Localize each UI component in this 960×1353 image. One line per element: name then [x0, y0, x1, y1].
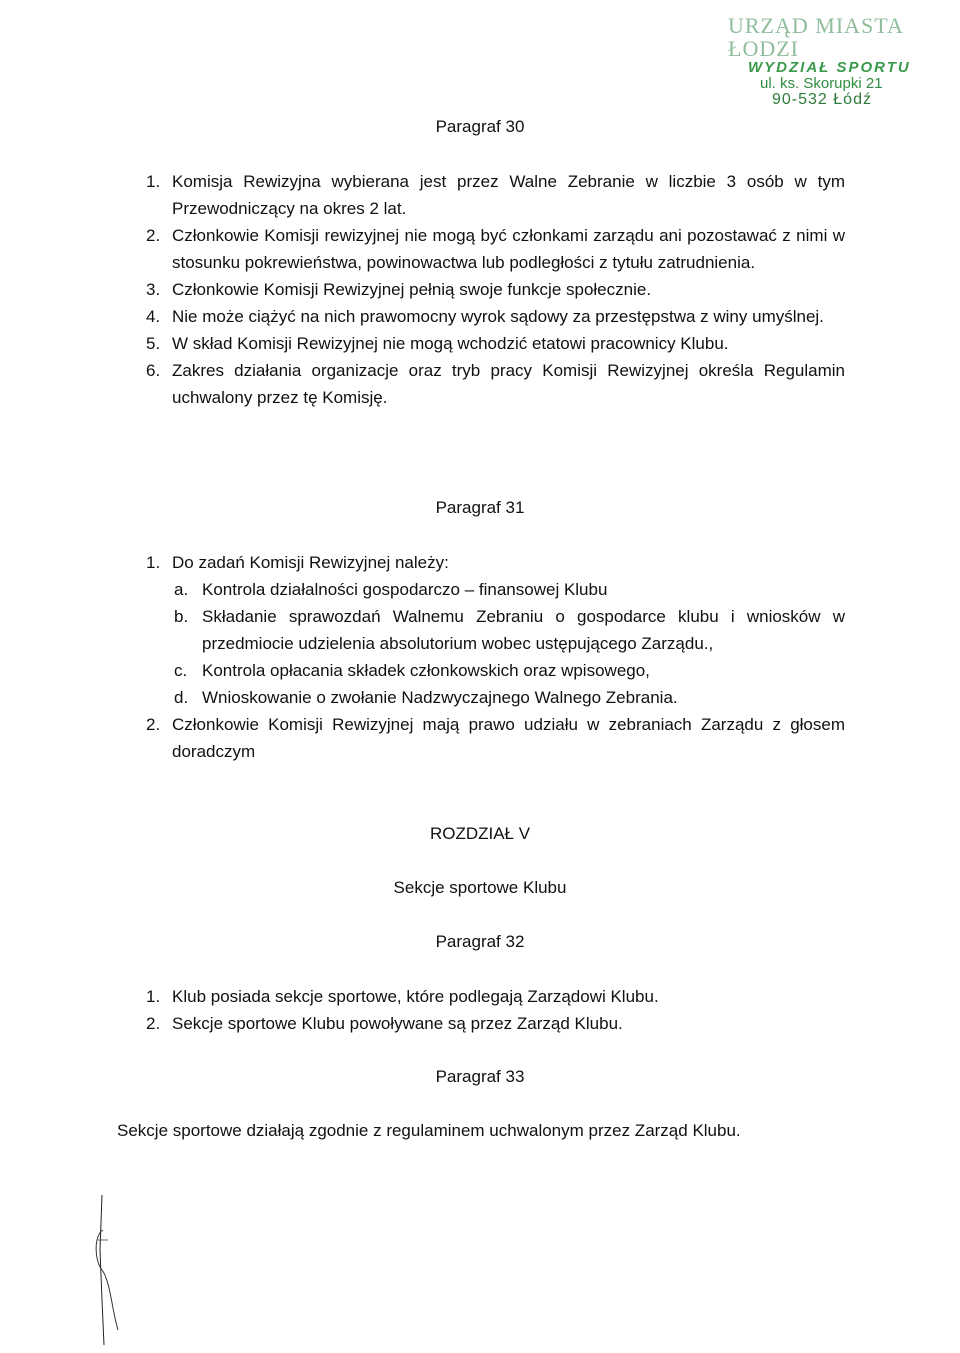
list-item [140, 357, 845, 411]
item-text: Wnioskowanie o zwołanie Nadzwyczajnego Walnego Zebrania. [202, 688, 678, 707]
chapter-title: Sekcje sportowe Klubu [393, 878, 567, 897]
item-text: Składanie sprawozdań Walnemu Zebraniu o gospodarce klubu i wniosków w przedmiocie udzielenia absolutorium wobec ustępującego Zarządu., [202, 607, 845, 653]
item-number: 1. [146, 172, 161, 191]
item-number: 1. [146, 987, 161, 1006]
paragraph-30-heading: Paragraf 30 [435, 117, 525, 136]
paragraph-30-list [140, 168, 845, 411]
item-number: 2. [146, 715, 161, 734]
paragraph-33-text: Sekcje sportowe działają zgodnie z regulaminem uchwalonym przez Zarząd Klubu. [117, 1121, 741, 1140]
list-item [140, 222, 845, 276]
item-number: 3. [146, 280, 161, 299]
paragraph-32-heading: Paragraf 32 [435, 932, 525, 951]
item-text: Nie może ciążyć na nich prawomocny wyrok sądowy za przestępstwa z winy umyślnej. [172, 307, 824, 326]
item-number: 2. [146, 226, 161, 245]
paragraph-31-list [140, 549, 845, 765]
list-item [140, 983, 845, 1010]
list-item [140, 303, 845, 330]
item-number: 1. [146, 553, 161, 572]
chapter-heading: ROZDZIAŁ V [429, 824, 531, 843]
office-stamp [700, 14, 940, 108]
list-item [140, 1010, 845, 1037]
item-letter: d. [174, 688, 189, 707]
list-item [140, 711, 845, 765]
stamp-line-street: ul. ks. Skorupki 21 [760, 74, 883, 92]
list-item [140, 276, 845, 303]
item-text: Sekcje sportowe Klubu powoływane są przez Zarząd Klubu. [172, 1014, 623, 1033]
item-number: 5. [146, 334, 161, 353]
item-number: 2. [146, 1014, 161, 1033]
item-text: W skład Komisji Rewizyjnej nie mogą wchodzić etatowi pracownicy Klubu. [172, 334, 729, 353]
item-text: Zakres działania organizacje oraz tryb pracy Komisji Rewizyjnej określa Regulamin uchwalony przez tę Komisję. [172, 361, 845, 407]
sub-list-item [140, 603, 845, 657]
item-number: 6. [146, 361, 161, 380]
stamp-line-department: WYDZIAŁ SPORTU [748, 59, 911, 77]
stamp-line-city: 90-532 Łódź [772, 90, 872, 108]
list-item [140, 168, 845, 222]
paragraph-32-list [140, 983, 845, 1037]
item-text: Członkowie Komisji rewizyjnej nie mogą być członkami zarządu ani pozostawać z nimi w stosunku pokrewieństwa, powinowactwa lub podległości z tytułu zatrudnienia. [172, 226, 845, 272]
list-item [140, 330, 845, 357]
item-text: Klub posiada sekcje sportowe, które podlegają Zarządowi Klubu. [172, 987, 659, 1006]
handwritten-signature [90, 1190, 130, 1350]
paragraph-31-heading: Paragraf 31 [435, 498, 525, 517]
item-letter: a. [174, 580, 189, 599]
item-number: 4. [146, 307, 161, 326]
list-item [140, 549, 845, 576]
sub-list-item [140, 684, 845, 711]
item-text: Komisja Rewizyjna wybierana jest przez Walne Zebranie w liczbie 3 osób w tym Przewodniczący na okres 2 lat. [172, 172, 845, 218]
item-text: Kontrola opłacania składek członkowskich oraz wpisowego, [202, 661, 650, 680]
item-text: Do zadań Komisji Rewizyjnej należy: [172, 553, 449, 572]
paragraph-33-heading: Paragraf 33 [435, 1067, 525, 1086]
sub-list-item [140, 657, 845, 684]
item-text: Członkowie Komisji Rewizyjnej mają prawo udziału w zebraniach Zarządu z głosem doradczym [172, 715, 845, 761]
item-text: Kontrola działalności gospodarczo – finansowej Klubu [202, 580, 608, 599]
item-text: Członkowie Komisji Rewizyjnej pełnią swoje funkcje społecznie. [172, 280, 652, 299]
item-letter: c. [174, 661, 188, 680]
item-letter: b. [174, 607, 189, 626]
stamp-line-office: URZĄD MIASTA ŁODZI [728, 13, 903, 62]
sub-list-item [140, 576, 845, 603]
